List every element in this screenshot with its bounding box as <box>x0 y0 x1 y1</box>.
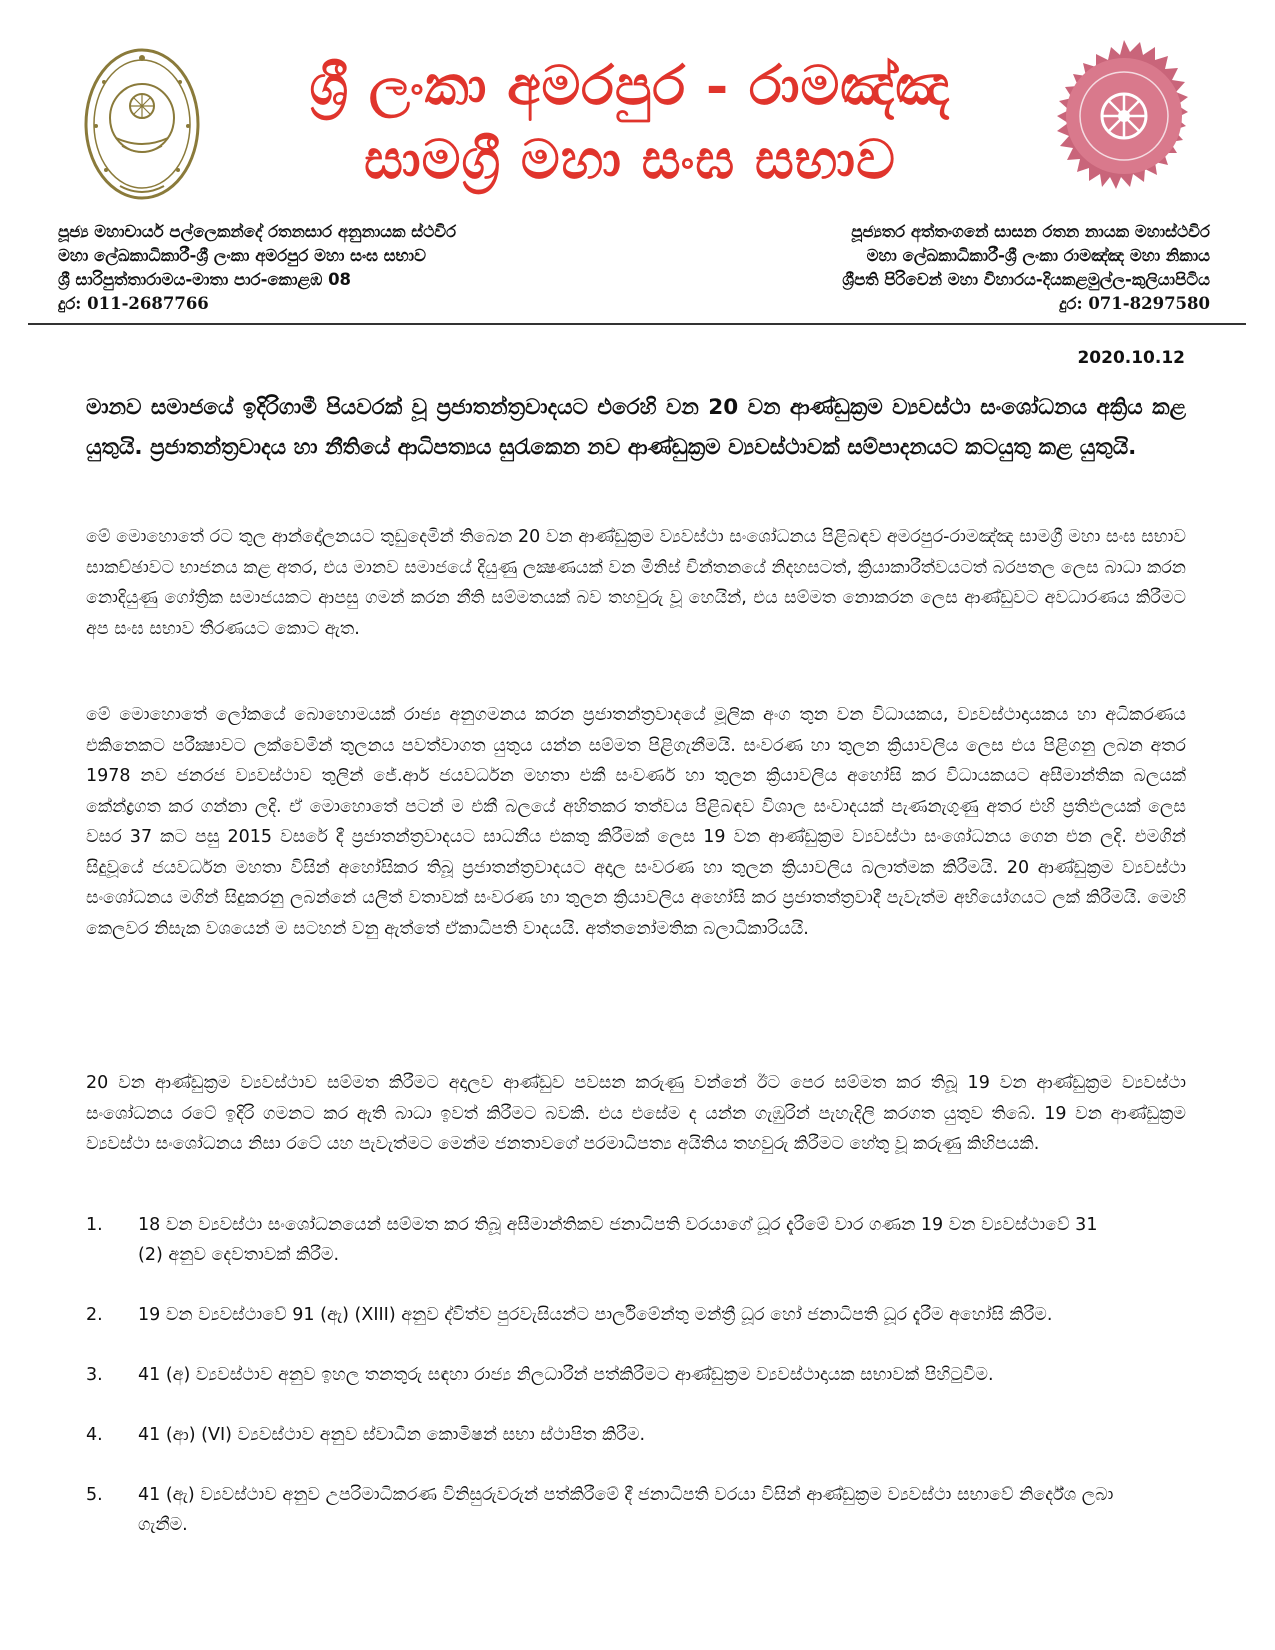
left-contact-block <box>58 220 618 316</box>
list-item-text: 19 වන ව්‍යවස්ථාවේ 91 (ඇ) (XIII) අනුව ද්විත්ව පුරවැසියන්ට පාර්ලිමේන්තු මන්ත්‍රී ධූර හෝ ජනාධිපති ධූර දැරීම අහෝසි කිරීම. <box>138 1305 1053 1325</box>
organization-title-line-2: සාමග්‍රී මහා සංඝ සභාව <box>364 127 896 191</box>
body-paragraph-3: 20 වන ආණ්ඩුක්‍රම ව්‍යවස්ථාව සම්මත කිරීමට අදාලව ආණ්ඩුව පවසන කරුණු වන්නේ ඊට පෙර සම්මත කර තිබූ 19 වන ආණ්ඩුක්‍රම ව්‍යවස්ථා සංශෝධනය රටේ ඉදිරි ගමනට කර ඇති බාධා ඉවත් කිරීමට බවකි. එය එසේම ද යන්න ගැඹුරින් පැහැදිලි කරගත යුතුව තිබේ. 19 වන ආණ්ඩුක්‍රම ව්‍යවස්ථා සංශෝධනය නිසා රටේ යහ පැවැත්මට මෙන්ම ජනතාවගේ පරමාධිපත්‍ය අයිතිය තහවුරු කිරීමට හේතු වූ කරුණු කිහිපයකි. <box>86 1073 1186 1154</box>
right-contact-block <box>700 220 1210 316</box>
organization-title <box>250 48 1010 196</box>
list-item <box>86 1210 1186 1270</box>
letterhead-divider <box>28 323 1246 325</box>
document-date: 2020.10.12 <box>1077 348 1185 368</box>
list-item-number: 2. <box>86 1305 103 1325</box>
right-contact-address: ශ්‍රීපති පිරිවෙන් මහා විහාරය-දියකළමුල්ල-කුලියාපිටිය <box>842 270 1210 289</box>
list-item <box>86 1480 1186 1540</box>
body-paragraph-2: මේ මොහොතේ ලෝකයේ බොහොමයක් රාජ්‍ය අනුගමනය කරන ප්‍රජාතන්ත්‍රවාදයේ මූලික අංග තුන වන විධායකය, ව්‍යවස්ථාදායකය හා අධිකරණය එකිනෙකට පරීක්‍ෂාවට ලක්වෙමින් තුලනය පවත්වාගත යුතුය යන්න සම්මත පිළිගැනීමයි. සංවරණ හා තුලන ක්‍රියාවලිය ලෙස එය පිළිගනු ලබන අතර 1978 නව ජනරජ ව්‍යවස්ථාව තුලින් ජේ.ආර් ජයවර්ධන මහතා එකී සංවර්ණ හා තුලන ක්‍රියාවලිය අහෝසි කර විධායකයට අසීමාන්තික බලයක් කේන්ද්‍රගත කර ගන්නා ලදි. ඒ මොහොතේ පටන් ම එකී බලයේ අහිතකර තත්වය පිළිබඳව විශාල සංවාදයක් පැණනැගුණු අතර එහි ප්‍රතිඵලයක් ලෙස වසර 37 කට පසු 2015 වසරේ දී ප්‍රජාතන්ත්‍රවාදයට සාධනීය එකතු කිරීමක් ලෙස 19 වන ආණ්ඩුක්‍රම ව්‍යවස්ථා සංශෝධනය ගෙන එන ලදි. එමගින් සිදුවූයේ ජයවර්ධන මහතා විසින් අහෝසිකර තිබූ ප්‍රජාතන්ත්‍රවාදයට අදාල සංවරණ හා තුලන ක්‍රියාවලිය බලාත්මක කිරීමයි. 20 ආණ්ඩුක්‍රම ව්‍යවස්ථා සංශෝධනය මගින් සිදුකරනු ලබන්නේ යලිත් වතාවක් සංවරණ හා තුලන ක්‍රියාවලිය අහෝසි කර ප්‍රජාතත්ත්‍රවාදී පැවැත්ම අභියෝගයට ලක් කිරීමයි. මෙහි කෙලවර නිසැක වශයෙන් ම සටහන් වනු ඇත්තේ ඒකාධිපති වාදයයි. අත්තනෝමතික බලාධිකාරියයි. <box>86 705 1186 939</box>
ramanna-seal-icon <box>1040 38 1208 206</box>
left-contact-phone: දුර: 011-2687766 <box>58 294 209 313</box>
list-item-number: 4. <box>86 1425 103 1445</box>
list-item-number: 1. <box>86 1215 103 1235</box>
amendment-points-list <box>86 1210 1186 1570</box>
left-contact-role: මහා ලේඛකාධිකාරී-ශ්‍රී ලංකා අමරපුර මහා සංඝ සභාව <box>58 246 426 265</box>
list-item <box>86 1360 1186 1390</box>
right-contact-name: පූජ්‍යතර අත්තංගනේ සාසන රතන නායක මහාස්ථවිර <box>851 222 1210 241</box>
list-item-text: 18 වන ව්‍යවස්ථා සංශෝධනයෙන් සම්මත කර තිබූ අසීමාන්තිකව ජනාධිපති වරයාගේ ධූර දැරීමේ වාර ගණන 19 වන ව්‍යවස්ථාවේ 31 (2) අනුව දෙවතාවක් කිරීම. <box>138 1215 1098 1265</box>
list-item-number: 5. <box>86 1485 103 1505</box>
left-contact-address: ශ්‍රී සාරිපුත්තාරාමය-මාතා පාර-කොළඹ 08 <box>58 270 352 289</box>
list-item-text: 41 (ඇ) ව්‍යවස්ථාව අනුව උපරිමාධිකරණ විනිසුරුවරුන් පත්කිරීමේ දී ජනාධිපති වරයා විසින් ආණ්ඩුක්‍රම ව්‍යවස්ථා සභාවේ නිර්දේශ ලබා ගැනීම. <box>138 1485 1114 1535</box>
amarapura-seal-icon <box>82 46 202 208</box>
left-contact-name: පූජ්‍ය මහාචාර්ය පල්ලෙකන්දේ රතනසාර අනුනායක ස්ථවිර <box>58 222 457 241</box>
list-item-number: 3. <box>86 1365 103 1385</box>
body-paragraph-1: මේ මොහොතේ රට තුල ආන්දෝලනයට තුඩුදෙමින් තිබෙන 20 වන ආණ්ඩුක්‍රම ව්‍යවස්ථා සංශෝධනය පිළිබඳව අමරපුර-රාමඤ්ඤ සාමග්‍රී මහා සංඝ සභාව සාකච්ඡාවට භාජනය කළ අතර, එය මානව සමාජයේ දියුණු ලක්‍ෂණයක් වන මිනිස් චින්තනයේ නිදහසටත්, ක්‍රියාකාරීත්වයටත් බරපතල ලෙස බාධා කරන නොදියුණු ගෝත්‍රික සමාජයකට ආපසු ගමන් කරන නීති සම්මතයක් බව තහවුරු වූ හෙයින්, එය සම්මත නොකරන ලෙස ආණ්ඩුවට අවධාරණය කිරීමට අප සංඝ සභාව තීරණයට කොට ඇත. <box>86 527 1186 639</box>
right-contact-phone: දුර: 071-8297580 <box>1059 294 1210 313</box>
organization-title-line-1: ශ්‍රී ලංකා අමරපුර - රාමඤ්ඤ <box>309 53 951 117</box>
list-item <box>86 1420 1186 1450</box>
list-item <box>86 1300 1186 1330</box>
list-item-text: 41 (ආ) (VI) ව්‍යවස්ථාව අනුව ස්වාධීන කොමිෂන් සභා ස්ථාපිත කිරීම. <box>138 1425 646 1445</box>
right-contact-role: මහා ලේඛකාධිකාරී-ශ්‍රී ලංකා රාමඤ්ඤ මහා නිකාය <box>866 246 1210 265</box>
document-heading: මානව සමාජයේ ඉදිරිගාමී පියවරක් වූ ප්‍රජාතන්ත්‍රවාදයට එරෙහි වන 20 වන ආණ්ඩුක්‍රම ව්‍යවස්ථා සංශෝධනය අක්‍රිය කළ යුතුයි. ප්‍රජාතන්ත්‍රවාදය හා නීතියේ ආධිපත්‍යය සුරැකෙන නව ආණ්ඩුක්‍රම ව්‍යවස්ථාවක් සම්පාදනයට කටයුතු කළ යුතුයි. <box>86 395 1186 460</box>
list-item-text: 41 (අ) ව්‍යවස්ථාව අනුව ඉහල තනතුරු සඳහා රාජ්‍ය නිලධාරීන් පත්කිරීමට ආණ්ඩුක්‍රම ව්‍යවස්ථාදායක සභාවක් පිහිටුවීම. <box>138 1365 994 1385</box>
